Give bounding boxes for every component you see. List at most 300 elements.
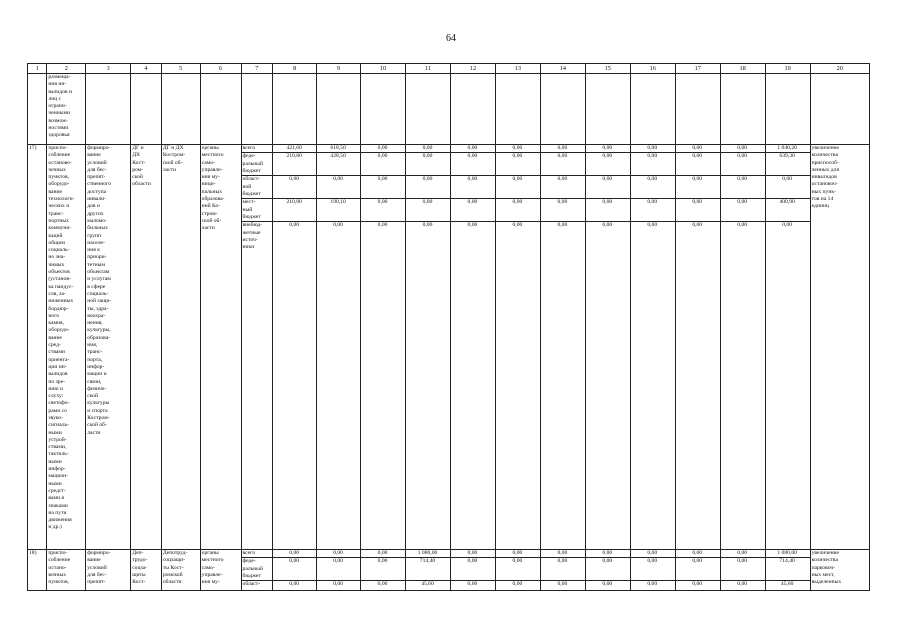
value [676,581,720,590]
header-cell-5: 5 [161,64,200,74]
cont.col2-line: размеща- [48,74,71,80]
row18.col2-line: вочных [48,571,67,578]
value [721,581,765,590]
row17.col2-line: социаль- [48,247,70,254]
row17.col2-line: светофо- [48,400,70,407]
value [721,222,765,252]
row17.col20-line: ных пунк- [811,188,836,195]
value [721,199,765,222]
value-text: 0,00 [602,145,613,151]
value-cell [495,550,540,591]
value-text: 0,00 [333,176,343,183]
row17.col4-line: Кост- [132,159,146,166]
fund-source [242,153,273,176]
row17.col2-line: ными [48,429,62,436]
row17.col3-line: ной защи- [87,298,112,305]
row17.col20-line: увеличение [811,145,840,151]
fund-source-line: источ- [242,236,258,243]
row17.col3-line: населе- [87,239,105,246]
value [496,153,540,176]
value-text: 0,00 [602,176,613,183]
row17.col2-line: сигналь- [48,422,69,429]
value-text: 0,00 [782,222,793,229]
row17.col20-line: единиц [811,203,829,210]
row17.col20-line: тов на 14 [811,196,834,203]
row18.col4-line: щиты [132,571,146,578]
value [631,145,675,153]
budget-table [27,63,870,591]
value [766,550,810,558]
value [361,199,405,222]
fund-source-line: ной [242,183,252,190]
value-text: 0,00 [737,550,748,556]
value [766,145,810,153]
row17.col3-line: инвали- [87,196,106,203]
row17.col20-line: остановоч- [811,181,838,188]
value [676,199,720,222]
table-cell [675,74,720,145]
header-cell-3: 3 [86,64,131,74]
header-cell-17: 17 [675,64,720,74]
table-cell-col3 [86,550,131,591]
value-text: 639,30 [779,153,795,160]
fund-source [242,199,273,222]
table-cell [47,74,86,145]
value-cell [495,145,540,550]
value [317,550,360,558]
row18.col3-line: препят- [87,579,106,586]
fund-source [242,176,273,199]
value-text: 0,00 [557,199,568,206]
value-text: 0,00 [647,153,658,160]
value [317,581,360,590]
value-cell [765,550,810,591]
value [317,176,360,199]
value-text: 0,00 [647,145,658,151]
value [721,550,765,558]
cont.col2-line: ностями [48,125,69,132]
fund-source-line: всего [242,145,256,151]
row18.col6-line: органы [201,550,219,556]
value-text: 0,00 [422,153,433,160]
fund-source-line: феде- [242,558,256,565]
value [721,176,765,199]
row18.col5-line: ромской [162,571,183,578]
row18.col3-line: условий [87,564,107,571]
value [541,581,585,590]
row18.col2-line: приспо- [48,550,68,556]
row17.col2-line: ными [48,458,62,465]
value-text: 0,00 [289,222,300,229]
value [317,145,360,153]
value-cell [630,550,675,591]
row18.col5-line: соцзащи- [162,557,186,564]
value-text: 0,00 [737,145,748,151]
header-cell-12: 12 [450,64,495,74]
row17.col2-line: знаками [48,502,68,509]
value-text: 0,00 [289,558,300,565]
row18.col5-line: области [162,579,182,586]
value-text: 0,00 [602,550,613,556]
value-text: 0,00 [333,222,343,229]
fund-source [242,581,273,590]
row17.col2-line: коммуни- [48,225,72,232]
fund-source-cell [241,145,273,550]
row17.col2-line: (установ- [48,276,71,283]
value-text: 0,00 [602,199,613,206]
header-cell-11: 11 [406,64,451,74]
table-cell [273,74,317,145]
value-text: 0,00 [512,153,523,160]
fund-source-line: бюджет [242,572,261,579]
value [317,558,360,581]
value-text: 0,00 [557,153,568,160]
value-text: 0,00 [557,176,568,183]
table-cell [450,74,495,145]
fund-source-line: ники [242,244,255,251]
value [541,550,585,558]
header-cell-15: 15 [585,64,630,74]
row17.col3-line: физиче- [87,385,107,392]
value-text: 0,00 [467,199,478,206]
value-text: 0,00 [289,550,300,556]
value-text: 45,60 [780,581,794,588]
row17.col4-line: области [132,181,151,188]
row17.col3-line: формиро- [87,145,111,151]
row17.col3-line: маломо- [87,217,107,224]
value [541,222,585,252]
row17.col2-line: объектов [48,269,70,276]
value [586,199,630,222]
row17.col5-line: Костром- [162,152,186,159]
row17.col3-line: условий [87,159,107,166]
row17.col2-line: ного [48,312,60,319]
value-text: 0,00 [557,550,568,556]
header-cell-19: 19 [765,64,810,74]
value [451,199,495,222]
row17.col5-line: ДГ и ДХ [162,145,184,151]
value-text: 0,00 [737,222,748,229]
row17.col2-line: собление [48,152,71,159]
value [451,581,495,590]
row17.col3-line: объектам [87,269,110,276]
fund-source-line: феде- [242,153,256,160]
header-cell-7: 7 [241,64,273,74]
table-cell-col2 [47,145,86,550]
value [273,153,316,176]
row17.col6-line: ния му- [201,174,220,181]
header-cell-4: 4 [131,64,162,74]
row17.col2-line: мацион- [48,473,69,480]
row18.col20-line: ных мест, [811,571,835,578]
row17.col2-line: но зна- [48,254,66,261]
row17.col2-line: каций [48,232,63,239]
value [676,550,720,558]
value [676,558,720,581]
value [721,153,765,176]
row18.col2-line: пунктов, [48,579,70,586]
fund-source-line: всего [242,550,256,556]
fund-source [242,222,273,252]
value-text: 714,40 [779,558,795,565]
header-cell-6: 6 [200,64,241,74]
row17.col6-line: ници- [201,181,216,188]
header-cell-16: 16 [630,64,675,74]
row18.col3-line: вание [87,557,101,564]
value-text: 0,00 [692,176,703,183]
value [586,145,630,153]
value-cell [765,145,810,550]
row17.col2-line: технологи- [48,196,75,203]
row17.col5-line: ской об- [162,159,183,166]
value [496,176,540,199]
fund-source-line: ральный [242,160,263,167]
row17.col3-line: в сфере [87,283,106,290]
row17.col2-line: пунктов, [48,174,70,181]
fund-source-line: област- [242,581,261,588]
row17.col4-line: ДГ и [132,145,144,151]
row17.col3-line: бильных [87,225,108,232]
value-cell [406,550,451,591]
value [451,550,495,558]
header-cell-18: 18 [720,64,765,74]
value-text: 1 080,00 [417,550,438,556]
value [361,550,405,558]
row18.col3-line: формиро- [87,550,111,556]
value [273,176,316,199]
row17.col20-line: инвалидов [811,174,837,181]
value [721,558,765,581]
header-cell-1: 1 [28,64,47,74]
row17.col6-line: само- [201,159,215,166]
value [586,550,630,558]
row17.col2-line: ческих и [48,203,70,210]
row17.col3-line: порта, [87,356,103,363]
value-text: 210,80 [286,153,302,160]
row18.col2-line: собление [48,557,71,564]
table-cell [86,74,131,145]
table-cell [540,74,585,145]
value [273,199,316,222]
row17.col2-line: транс- [48,210,64,217]
value-text: 0,00 [467,581,478,588]
row17.col2-line: бордюр- [48,305,69,312]
value-text: 0,00 [602,222,613,229]
table-cell-col4 [131,550,162,591]
value-text: 0,00 [333,581,343,588]
row18.col4-line: соцза- [132,564,148,571]
value-text: 0,00 [467,550,478,556]
fund-source-line: бюджет [242,167,261,174]
row17.col3-line: социаль- [87,290,109,297]
table-cell [765,74,810,145]
row17.col2-line: вание [48,334,62,341]
row17.col3-line: инфор- [87,363,105,370]
row17.col2-line: инфор- [48,466,66,473]
value [766,153,810,176]
row17.col2-line: вание [48,188,62,195]
row17.col3-line: ласти [87,429,101,436]
row17.col3-line: групп [87,232,102,239]
row18.col6-line: управле- [201,571,223,578]
value [451,153,495,176]
value [676,153,720,176]
row17.col2-line: и др.) [48,524,62,531]
row18.col4-line: Кост- [132,579,146,586]
value-text: 0,00 [512,145,523,151]
value [361,581,405,590]
value [766,222,810,252]
row17.col2-line: движения [48,517,72,524]
value-cell [540,145,585,550]
value-text: 0,00 [333,550,343,556]
table-cell-col5 [161,550,200,591]
row17.col2-line: ка пандус- [48,283,74,290]
value-text: 210,80 [286,199,302,206]
table-row [28,145,870,550]
value-text: 0,00 [692,153,703,160]
row17.col2-line: ствами [48,349,65,356]
row17.col4-line: ДХ [132,152,141,159]
row17.col2-line: сов, за- [48,290,66,297]
row17.col3-line: нения, [87,320,103,327]
row18.col5-line: ты Кост- [162,564,184,571]
value-cell [450,145,495,550]
table-cell [810,74,869,145]
value [496,558,540,581]
fund-source-line: жетные [242,229,261,236]
row17.col2-line: ниженных [48,298,74,305]
value-text: 0,00 [512,176,523,183]
value [676,222,720,252]
row17.col3-line: дов и [87,203,100,210]
value [496,550,540,558]
cont.col2-line: лиц с [48,95,62,102]
value [721,145,765,153]
value-text: 0,00 [289,176,300,183]
row17.col2-line: нию и [48,385,63,392]
row17.col3-line: воохра- [87,312,106,319]
value-text: 0,00 [737,153,748,160]
row17.col2-line: рами со [48,407,67,414]
value [631,222,675,252]
value [406,581,450,590]
value [631,581,675,590]
value-cell [675,550,720,591]
row17.col2-line: останово- [48,159,72,166]
value-text: 0,00 [737,199,748,206]
table-cell-col4 [131,145,162,550]
value-text: 45,60 [421,581,434,588]
row17.col2-line: вами и [48,495,65,502]
value [766,581,810,590]
header-cell-14: 14 [540,64,585,74]
value-text: 0,00 [377,581,388,588]
value-text: 0,00 [422,145,433,151]
cont.col2-line: ченными [48,110,70,117]
table-cell-col5 [161,145,200,550]
value-text: 0,00 [647,199,658,206]
page-number: 64 [446,33,456,44]
row17.col20-line: количества [811,152,838,159]
value [766,199,810,222]
value-text: 1 040,20 [777,145,797,151]
row17.col2-line: на пути [48,509,67,516]
value-text: 0,00 [467,558,478,565]
value-text: 0,00 [692,145,703,151]
value-text: 0,00 [377,550,388,556]
value [406,550,450,558]
value-text: 0,00 [737,558,748,565]
value [496,145,540,153]
row17.col6-line: управле- [201,166,223,173]
row17.col2-line: портных [48,217,69,224]
value-text: 0,00 [737,176,748,183]
value-text: 0,00 [692,222,703,229]
value [273,550,316,558]
value-text: 0,00 [289,581,300,588]
row17.col2-line: чечных [48,166,66,173]
row17.col2-line: звуко- [48,414,63,421]
row18.col6-line: местного [201,557,224,564]
continuation-row [28,74,870,145]
row17.col2-line: оборудо- [48,327,70,334]
value-text: 190,10 [330,199,346,206]
row17.col3-line: культуры, [87,327,111,334]
value [766,558,810,581]
row17.col3-line: препят- [87,174,106,181]
table-cell-col6 [200,550,241,591]
table-cell [161,74,200,145]
value-text: 0,00 [422,199,433,206]
value [586,176,630,199]
row18.col4-line: Деп- [132,550,144,556]
fund-source-cell [241,550,273,591]
row17.col6-line: ской об- [201,217,222,224]
header-cell-9: 9 [317,64,361,74]
table-cell-col3 [86,145,131,550]
value-text: 0,00 [692,199,703,206]
value [586,558,630,581]
value [586,581,630,590]
row17.col4-line: ром- [132,166,144,173]
value [631,199,675,222]
row17.col2-line: ствами, [48,444,67,451]
table-cell [495,74,540,145]
fund-source-line: бюджет [242,213,261,220]
fund-source-line: внебюд- [242,222,263,229]
row17.col3-line: образова- [87,334,111,341]
row17.col3-line: ской [87,393,98,400]
row17.col2-line: приспо- [48,145,68,151]
row17.col2-line: тактиль- [48,451,69,458]
value [541,558,585,581]
value-cell [540,550,585,591]
row17.col2-line: слуху: [48,393,64,400]
row17.col2-line: сред- [48,342,61,349]
table-cell [361,74,406,145]
fund-source-line: област- [242,176,261,183]
value [586,222,630,252]
value-text: 0,00 [692,550,703,556]
row17.col2-line: ции ин- [48,363,67,370]
row18.col3-line: для бес- [87,571,107,578]
row17.col2-line: камня, [48,320,65,327]
value [273,145,316,153]
value-text: 0,00 [333,558,343,565]
row17.col6-line: органы [201,145,219,151]
row17.col2-line: ными [48,480,62,487]
